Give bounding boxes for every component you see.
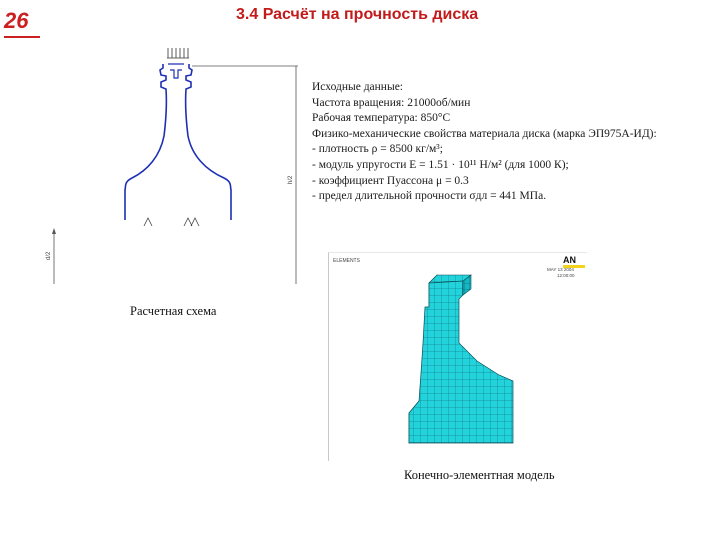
fem-info-line1: MAY 13 2004 — [547, 267, 574, 272]
scheme-caption: Расчетная схема — [130, 304, 217, 318]
dimension-arrow-left — [52, 228, 56, 234]
input-data-block — [312, 80, 712, 205]
slide-number-underline — [4, 36, 40, 38]
support-symbols — [144, 218, 199, 226]
design-scheme-drawing — [40, 44, 310, 294]
disk-profile-outline — [125, 64, 166, 220]
dimension-label-left: d/2 — [46, 251, 52, 260]
fem-model-panel — [328, 252, 587, 461]
poisson-ratio: - коэффициент Пуассона μ = 0.3 — [312, 174, 469, 187]
fem-info-line2: 12:00:00 — [557, 273, 575, 278]
material-properties: Физико-механические свойства материала диска (марка ЭП975А-ИД): — [312, 127, 657, 140]
fem-front-face — [409, 281, 513, 443]
long-term-strength: - предел длительной прочности σдл = 441 МПа. — [312, 190, 547, 203]
disk-profile-outline-right — [186, 64, 231, 220]
fem-caption: Конечно-элементная модель — [404, 468, 555, 482]
slide-number: 26 — [4, 8, 29, 33]
elastic-modulus: - модуль упругости E = 1.51 · 10¹¹ Н/м² (для 1000 К); — [312, 158, 569, 171]
disk-hub-notch — [168, 64, 184, 78]
dimension-label-right: h/2 — [288, 175, 294, 184]
slide-title: 3.4 Расчёт на прочность диска — [236, 6, 479, 23]
load-arrows — [167, 48, 189, 58]
input-data-heading: Исходные данные: — [312, 81, 403, 93]
fem-header-label: ELEMENTS — [333, 258, 360, 264]
density: - плотность ρ = 8500 кг/м³; — [312, 143, 443, 156]
fem-logo: AN — [563, 255, 576, 265]
working-temperature: Рабочая температура: 850°C — [312, 112, 451, 125]
fem-model-image — [329, 253, 587, 461]
rotation-speed: Частота вращения: 21000об/мин — [312, 96, 471, 109]
